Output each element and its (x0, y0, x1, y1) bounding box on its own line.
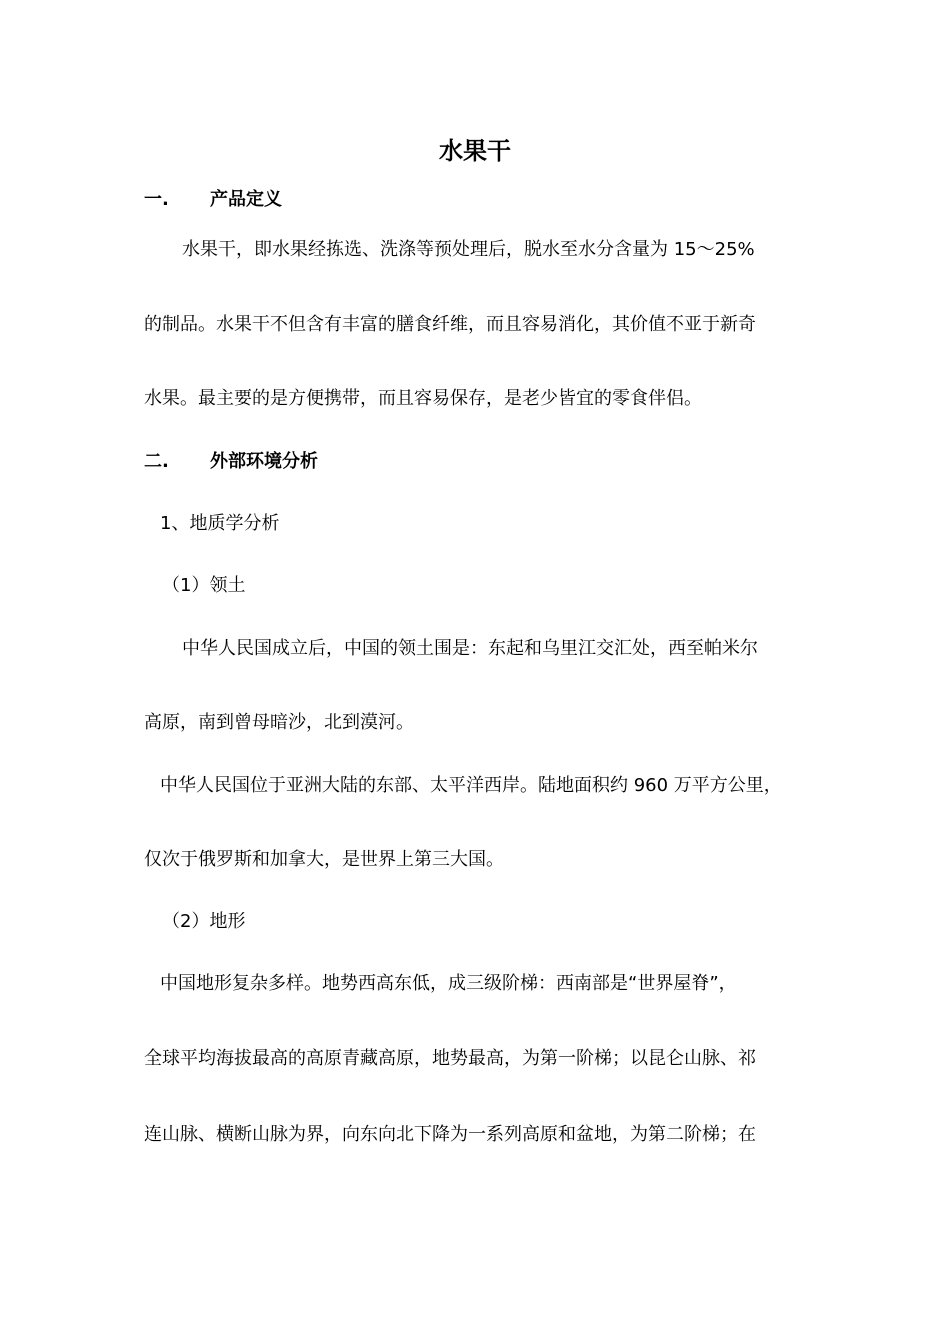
section-1-number: 一. (144, 189, 169, 210)
section-1-heading (144, 187, 282, 213)
paragraph-line: 中华人民国位于亚洲大陆的东部、太平洋西岸。陆地面积约 960 万平方公里， (160, 775, 782, 796)
section-2-number: 二. (144, 451, 169, 472)
paragraph-line: 连山脉、横断山脉为界，向东向北下降为一系列高原和盆地，为第二阶梯；在 (144, 1124, 756, 1145)
paragraph-line: 高原，南到曾母暗沙，北到漠河。 (144, 712, 414, 733)
subsection-heading: （2）地形 (162, 911, 246, 932)
document-title: 水果干 (439, 137, 511, 165)
subsection-heading: 1、地质学分析 (160, 513, 280, 534)
subsection-heading: （1）领土 (162, 575, 246, 596)
section-1-title: 产品定义 (210, 189, 282, 210)
section-2-title: 外部环境分析 (210, 451, 318, 472)
paragraph-line: 中华人民国成立后，中国的领土围是：东起和乌里江交汇处，西至帕米尔 (182, 638, 758, 659)
paragraph-line: 仅次于俄罗斯和加拿大，是世界上第三大国。 (144, 849, 504, 870)
paragraph-line: 中国地形复杂多样。地势西高东低，成三级阶梯：西南部是“世界屋脊”， (160, 973, 737, 994)
paragraph-line: 全球平均海拔最高的高原青藏高原，地势最高，为第一阶梯；以昆仑山脉、祁 (144, 1048, 756, 1069)
section-2-heading (144, 449, 318, 475)
paragraph-line: 水果干，即水果经拣选、洗涤等预处理后，脱水至水分含量为 15～25% (182, 239, 755, 260)
paragraph-line: 的制品。水果干不但含有丰富的膳食纤维，而且容易消化，其价值不亚于新奇 (144, 314, 756, 335)
paragraph-line: 水果。最主要的是方便携带，而且容易保存，是老少皆宜的零食伴侣。 (144, 388, 702, 409)
